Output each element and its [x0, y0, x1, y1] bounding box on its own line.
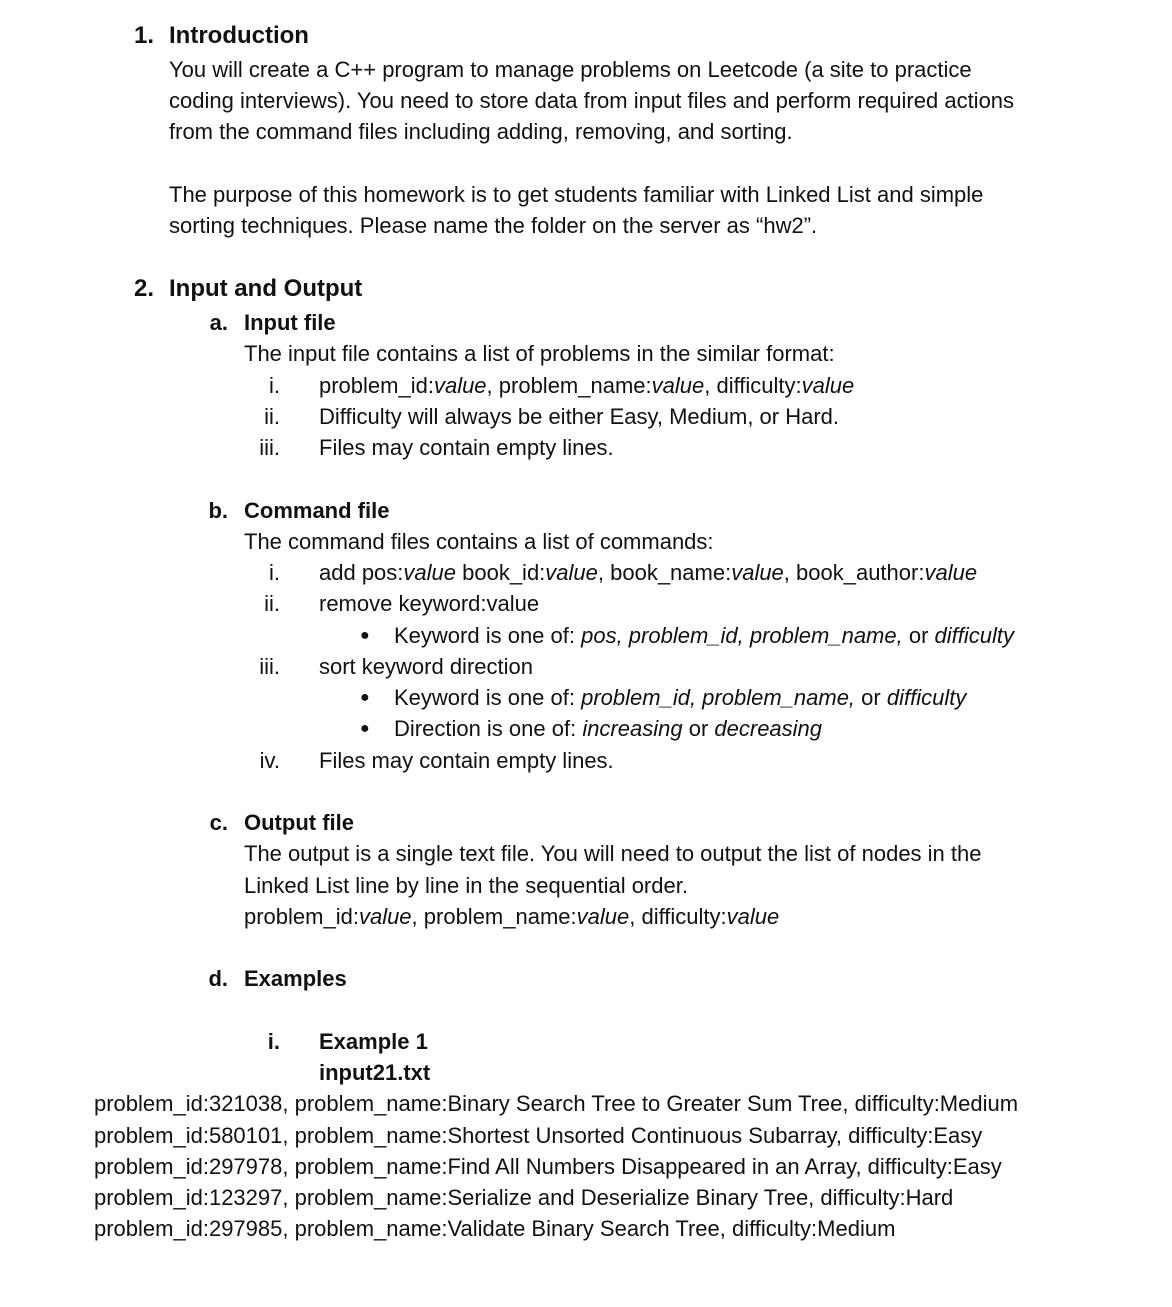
remove-command-line: remove keyword:value: [319, 591, 540, 616]
subsection-c-letter: c.: [209, 810, 228, 835]
subsection-d-letter: d.: [208, 966, 228, 991]
list-item-text: Files may contain empty lines.: [319, 748, 614, 773]
list-number: iii.: [259, 654, 280, 679]
sort-command-line: sort keyword direction: [319, 654, 533, 679]
output-description-line: Linked List line by line in the sequential order.: [244, 873, 688, 898]
list-number: i.: [269, 560, 280, 585]
subsection-b-title: Command file: [244, 498, 390, 523]
example-title: Example 1: [319, 1029, 428, 1054]
list-number: ii.: [264, 591, 280, 616]
add-command-line: add pos:value book_id:value, book_name:value, book_author:value: [319, 560, 978, 585]
section-1-title: Introduction: [169, 22, 309, 49]
bullet-icon: ●: [360, 720, 370, 737]
sort-direction-line: Direction is one of: increasing or decreasing: [394, 716, 823, 741]
bullet-icon: ●: [360, 627, 370, 644]
subsection-d-title: Examples: [244, 966, 347, 991]
output-format-line: problem_id:value, problem_name:value, difficulty:value: [244, 904, 780, 929]
example-data-line: problem_id:297978, problem_name:Find All Numbers Disappeared in an Array, difficulty:Easy: [94, 1154, 1002, 1179]
output-description-line: The output is a single text file. You will need to output the list of nodes in the: [244, 841, 982, 866]
purpose-paragraph-line: The purpose of this homework is to get students familiar with Linked List and simple: [169, 182, 984, 207]
intro-paragraph-line: coding interviews). You need to store data from input files and perform required actions: [169, 88, 1015, 113]
list-item-text: Difficulty will always be either Easy, Medium, or Hard.: [319, 404, 840, 429]
subsection-a-letter: a.: [209, 310, 228, 335]
bullet-icon: ●: [360, 689, 370, 706]
command-file-intro: The command files contains a list of commands:: [244, 529, 714, 554]
example-data-line: problem_id:297985, problem_name:Validate Binary Search Tree, difficulty:Medium: [94, 1216, 896, 1241]
example-filename: input21.txt: [319, 1060, 431, 1085]
list-number: iv.: [259, 748, 280, 773]
example-data-line: problem_id:321038, problem_name:Binary Search Tree to Greater Sum Tree, difficulty:Medium: [94, 1091, 1019, 1116]
section-2-title: Input and Output: [169, 275, 363, 302]
list-number: i.: [269, 373, 280, 398]
purpose-paragraph-line: sorting techniques. Please name the folder on the server as “hw2”.: [169, 213, 818, 238]
subsection-c-title: Output file: [244, 810, 354, 835]
subsection-a-title: Input file: [244, 310, 336, 335]
input-format-line: problem_id:value, problem_name:value, difficulty:value: [319, 373, 855, 398]
intro-paragraph-line: from the command files including adding, removing, and sorting.: [169, 119, 793, 144]
remove-keyword-line: Keyword is one of: pos, problem_id, problem_name, or difficulty: [394, 623, 1015, 648]
subsection-b-letter: b.: [208, 498, 228, 523]
sort-keyword-line: Keyword is one of: problem_id, problem_name, or difficulty: [394, 685, 967, 710]
example-data-line: problem_id:580101, problem_name:Shortest Unsorted Continuous Subarray, difficulty:Easy: [94, 1123, 983, 1148]
list-item-text: Files may contain empty lines.: [319, 435, 614, 460]
intro-paragraph-line: You will create a C++ program to manage problems on Leetcode (a site to practice: [169, 57, 972, 82]
list-number: iii.: [259, 435, 280, 460]
section-1-number: 1.: [133, 22, 154, 49]
example-number: i.: [267, 1029, 280, 1054]
section-2-number: 2.: [133, 275, 154, 302]
input-file-intro: The input file contains a list of problems in the similar format:: [244, 341, 835, 366]
example-data-line: problem_id:123297, problem_name:Serialize and Deserialize Binary Tree, difficulty:Hard: [94, 1185, 954, 1210]
list-number: ii.: [264, 404, 280, 429]
